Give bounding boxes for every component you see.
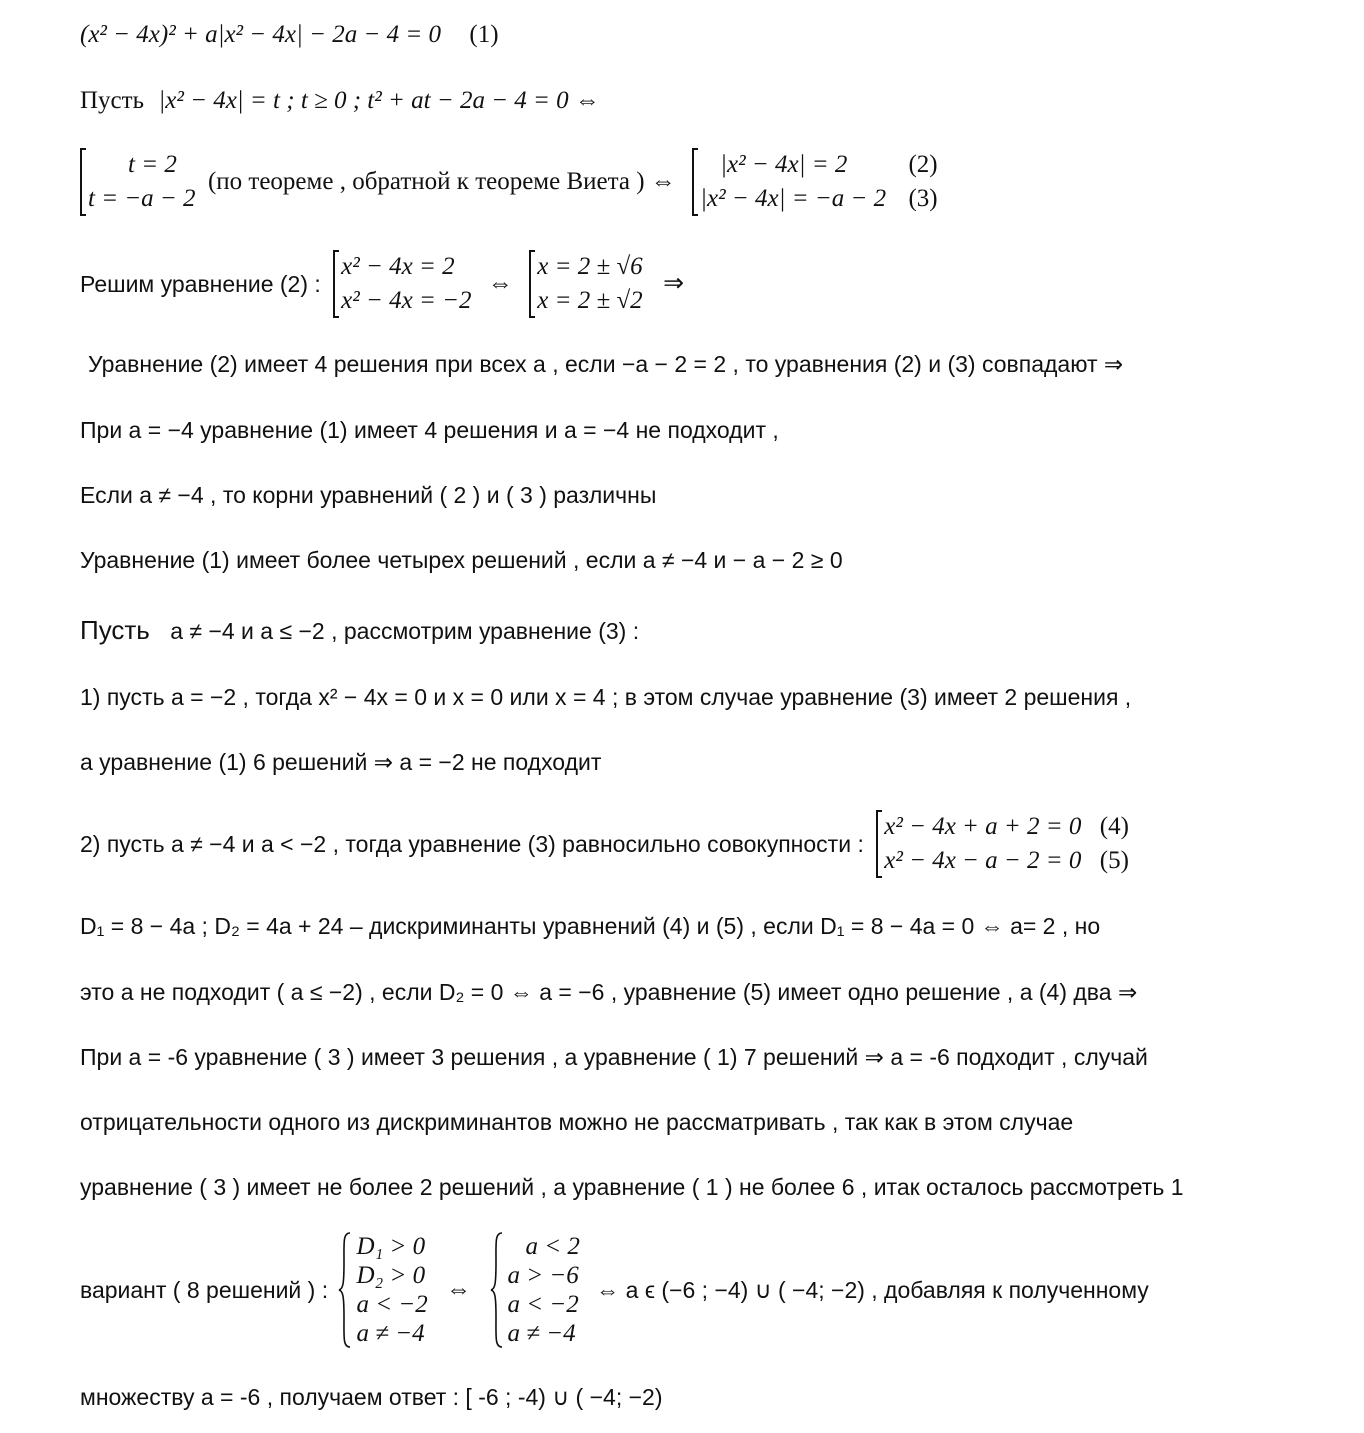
quadratic-tags <box>1100 810 1129 878</box>
substitution-line <box>80 86 600 115</box>
bound-3: a < −2 <box>507 1291 579 1318</box>
tag-4: (4) <box>1099 813 1129 840</box>
quadratic-system <box>876 810 1081 878</box>
variant-tail: ⇔ a ϵ (−6 ; −4) ∪ ( −4; −2) , добавляя к полученному <box>596 1277 1149 1303</box>
eq2-roots-system <box>529 250 642 318</box>
case-2-lead: 2) пусть a ≠ −4 и a < −2 , тогда уравнение (3) равносильно совокупности : <box>80 831 864 857</box>
bound-2: a > −6 <box>507 1262 579 1289</box>
discriminant-system <box>338 1232 427 1348</box>
text-line-6: При a = −4 уравнение (1) имеет 4 решения и a = −4 не подходит , <box>80 417 779 443</box>
bound-4: a ≠ −4 <box>507 1320 576 1347</box>
tag-3: (3) <box>908 185 938 212</box>
t-root-2: t = −a − 2 <box>88 185 196 212</box>
text-line-17: уравнение ( 3 ) имеет не более 2 решений , а уравнение ( 1 ) не более 6 , итак осталось рассмотреть 1 <box>80 1174 1184 1200</box>
vieta-note: (по теореме , обратной к теореме Виета ) ⇔ <box>207 168 676 195</box>
text-line-11: а уравнение (1) 6 решений ⇒ a = −2 не подходит <box>80 749 602 775</box>
condition-d1: D₁ > 0 <box>356 1233 426 1260</box>
text-line-9 <box>80 616 639 645</box>
eq2-split-2: x² − 4x = −2 <box>341 287 472 314</box>
case-2-line <box>80 810 1129 878</box>
variant-iff: ⇔ <box>446 1276 472 1303</box>
t-roots-system <box>80 148 196 216</box>
quadratic-4: x² − 4x + a + 2 = 0 <box>884 813 1082 840</box>
text-line-15: При a = -6 уравнение ( 3 ) имеет 3 решения , а уравнение ( 1) 7 решений ⇒ a = -6 подходит , случай <box>80 1044 1148 1070</box>
a-bounds-system <box>490 1232 580 1348</box>
text-line-10: 1) пусть a = −2 , тогда x² − 4x = 0 и x = 0 или x = 4 ; в этом случае уравнение (3) имеет 2 решения , <box>80 684 1132 710</box>
t-root-1: t = 2 <box>128 151 177 178</box>
abs-equation-3: |x² − 4x| = −a − 2 <box>700 185 887 212</box>
text-line-14: это а не подходит ( a ≤ −2) , если D₂ = 0 ⇔ a = −6 , уравнение (5) имеет одно решение , а (4) два ⇒ <box>80 979 1138 1005</box>
left-curly-brace-icon <box>338 1232 352 1348</box>
eq2-roots-2: x = 2 ± √2 <box>537 287 643 314</box>
abs-equations-system <box>692 148 886 216</box>
condition-a-less: a < −2 <box>356 1291 428 1318</box>
iff-symbol: ⇔ <box>487 270 513 297</box>
equation-1-formula: (x² − 4x)² + a|x² − 4x| − 2a − 4 = 0 <box>80 21 441 48</box>
answer-line: множеству a = -6 , получаем ответ : [ -6 ; -4) ∪ ( −4; −2) <box>80 1384 663 1410</box>
variant-line <box>80 1232 1149 1348</box>
text-line-9-body: a ≠ −4 и a ≤ −2 , рассмотрим уравнение (3) : <box>170 618 640 644</box>
equation-1-tag: (1) <box>469 21 499 48</box>
tag-5: (5) <box>1099 847 1129 874</box>
eq2-split-1: x² − 4x = 2 <box>341 253 455 280</box>
text-line-16: отрицательности одного из дискриминантов можно не рассматривать , так как в этом случае <box>80 1109 1074 1135</box>
text-line-8: Уравнение (1) имеет более четырех решений , если a ≠ −4 и − a − 2 ≥ 0 <box>80 547 843 573</box>
substitution-formula: |x² − 4x| = t ; t ≥ 0 ; t² + at − 2a − 4 = 0 ⇔ <box>158 87 600 114</box>
solve-eq2-line <box>80 250 684 318</box>
equation-1 <box>80 20 499 49</box>
eq2-roots-1: x = 2 ± √6 <box>537 253 643 280</box>
text-line-7: Если a ≠ −4 , то корни уравнений ( 2 ) и ( 3 ) различны <box>80 482 657 508</box>
tag-2: (2) <box>908 151 938 178</box>
condition-a-neq: a ≠ −4 <box>356 1320 425 1347</box>
substitution-lead: Пусть <box>80 87 144 114</box>
abs-equation-2: |x² − 4x| = 2 <box>720 151 848 178</box>
implies-symbol: ⇒ <box>663 270 685 297</box>
variant-lead: вариант ( 8 решений ) : <box>80 1277 329 1303</box>
eq2-split-system <box>333 250 471 318</box>
solve-eq2-lead: Решим уравнение (2) : <box>80 271 321 297</box>
abs-equation-tags <box>908 148 937 216</box>
condition-d2: D₂ > 0 <box>356 1262 426 1289</box>
text-line-9-lead: Пусть <box>80 615 150 645</box>
bound-1: a < 2 <box>525 1233 580 1260</box>
vieta-line <box>80 148 938 216</box>
quadratic-5: x² − 4x − a − 2 = 0 <box>884 847 1082 874</box>
left-curly-brace-icon <box>490 1232 504 1348</box>
text-line-13: D₁ = 8 − 4a ; D₂ = 4a + 24 – дискриминанты уравнений (4) и (5) , если D₁ = 8 − 4a = 0 ⇔ a= 2 , но <box>80 913 1101 939</box>
text-line-5: Уравнение (2) имеет 4 решения при всех a , если −a − 2 = 2 , то уравнения (2) и (3) совпадают ⇒ <box>88 351 1124 377</box>
